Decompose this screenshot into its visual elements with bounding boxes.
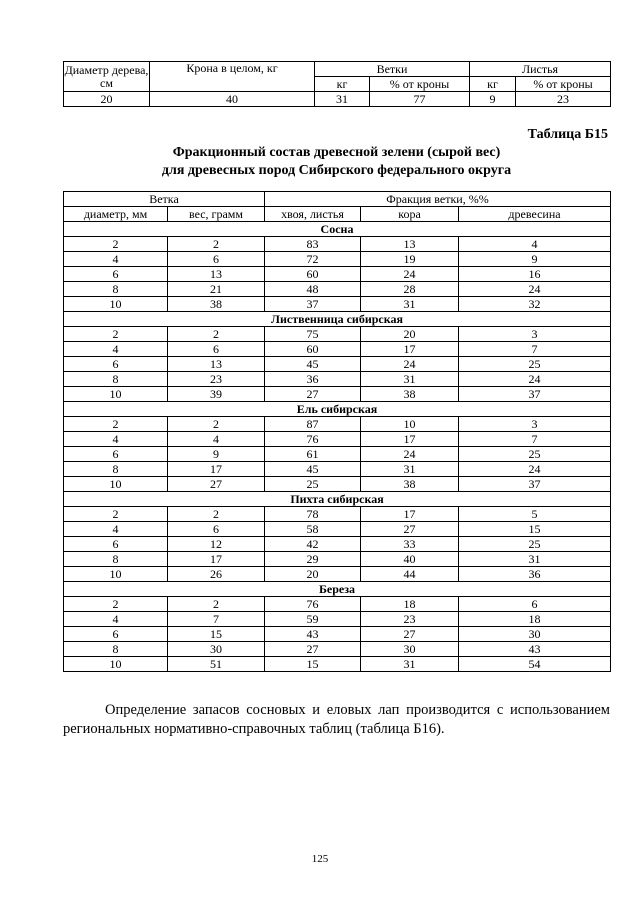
table-cell: 20 <box>265 567 361 582</box>
table-title-line-1: Фракционный состав древесной зелени (сырой вес) <box>172 145 501 160</box>
table-cell: 10 <box>64 297 168 312</box>
table-cell: 9 <box>470 92 516 107</box>
table-cell: 45 <box>265 357 361 372</box>
table-row <box>64 507 611 522</box>
species-name: Лиственница сибирская <box>64 312 611 327</box>
table-cell: 4 <box>64 252 168 267</box>
table-cell: 45 <box>265 462 361 477</box>
table-cell: 27 <box>361 522 459 537</box>
table-cell: 61 <box>265 447 361 462</box>
header-needles-leaves: хвоя, листья <box>265 207 361 222</box>
table-cell: 42 <box>265 537 361 552</box>
table-cell: 2 <box>64 417 168 432</box>
table-cell: 6 <box>64 627 168 642</box>
table-cell: 18 <box>459 612 611 627</box>
fraction-composition-table <box>63 191 611 672</box>
table-row <box>64 642 611 657</box>
table-cell: 21 <box>168 282 265 297</box>
header-leaves: Листья <box>470 62 611 77</box>
species-name: Ель сибирская <box>64 402 611 417</box>
table-cell: 6 <box>64 447 168 462</box>
table-cell: 24 <box>361 267 459 282</box>
table-row <box>64 342 611 357</box>
header-branches-kg: кг <box>315 77 370 92</box>
table-row <box>64 387 611 402</box>
table-cell: 2 <box>168 327 265 342</box>
table-cell: 36 <box>265 372 361 387</box>
table-cell: 17 <box>361 342 459 357</box>
table-cell: 25 <box>459 537 611 552</box>
table-cell: 13 <box>168 267 265 282</box>
header-leaves-kg: кг <box>470 77 516 92</box>
table-title-line-2: для древесных пород Сибирского федерального округа <box>161 163 512 178</box>
table-cell: 8 <box>64 372 168 387</box>
table-cell: 36 <box>459 567 611 582</box>
table-row <box>64 357 611 372</box>
table-cell: 37 <box>459 387 611 402</box>
table-cell: 6 <box>168 252 265 267</box>
table-number: Таблица Б15 <box>527 127 608 142</box>
table-cell: 16 <box>459 267 611 282</box>
table-cell: 24 <box>361 357 459 372</box>
table-row <box>64 537 611 552</box>
table-row <box>64 252 611 267</box>
table-row <box>64 432 611 447</box>
table-cell: 44 <box>361 567 459 582</box>
table-cell: 48 <box>265 282 361 297</box>
table-header-row <box>64 192 611 207</box>
table-row <box>64 297 611 312</box>
table-row <box>64 552 611 567</box>
species-section-row <box>64 582 611 597</box>
table-cell: 10 <box>64 657 168 672</box>
table-cell: 12 <box>168 537 265 552</box>
table-cell: 60 <box>265 267 361 282</box>
table-row <box>64 567 611 582</box>
table-cell: 10 <box>64 477 168 492</box>
species-section-row <box>64 492 611 507</box>
table-cell: 17 <box>361 507 459 522</box>
table-cell: 7 <box>459 342 611 357</box>
table-cell: 60 <box>265 342 361 357</box>
table-cell: 20 <box>361 327 459 342</box>
table-cell: 59 <box>265 612 361 627</box>
table-cell: 6 <box>168 342 265 357</box>
table-cell: 2 <box>64 507 168 522</box>
header-bark: кора <box>361 207 459 222</box>
table-cell: 38 <box>361 387 459 402</box>
table-cell: 8 <box>64 642 168 657</box>
table-cell: 27 <box>265 642 361 657</box>
header-wood: древесина <box>459 207 611 222</box>
table-cell: 4 <box>64 522 168 537</box>
table-header-row <box>64 62 611 77</box>
table-cell: 54 <box>459 657 611 672</box>
species-name: Пихта сибирская <box>64 492 611 507</box>
table-row <box>64 327 611 342</box>
table-cell: 2 <box>168 237 265 252</box>
table-cell: 78 <box>265 507 361 522</box>
table-cell: 15 <box>168 627 265 642</box>
table-cell: 29 <box>265 552 361 567</box>
table-cell: 31 <box>361 372 459 387</box>
table-cell: 26 <box>168 567 265 582</box>
table-cell: 31 <box>361 657 459 672</box>
table-cell: 13 <box>168 357 265 372</box>
header-branches-pct: % от кроны <box>370 77 470 92</box>
table-cell: 2 <box>168 597 265 612</box>
table-cell: 5 <box>459 507 611 522</box>
table-row <box>64 477 611 492</box>
species-name: Береза <box>64 582 611 597</box>
table-cell: 20 <box>64 92 150 107</box>
header-branches: Ветки <box>315 62 470 77</box>
table-cell: 7 <box>168 612 265 627</box>
table-cell: 43 <box>459 642 611 657</box>
table-cell: 6 <box>64 267 168 282</box>
table-row <box>64 657 611 672</box>
table-cell: 28 <box>361 282 459 297</box>
table-row <box>64 92 611 107</box>
table-cell: 2 <box>64 327 168 342</box>
table-cell: 6 <box>64 537 168 552</box>
header-crown-total: Крона в целом, кг <box>150 62 315 92</box>
header-weight-gram: вес, грамм <box>168 207 265 222</box>
table-cell: 25 <box>265 477 361 492</box>
table-cell: 77 <box>370 92 470 107</box>
table-cell: 58 <box>265 522 361 537</box>
table-cell: 17 <box>361 432 459 447</box>
table-cell: 3 <box>459 327 611 342</box>
table-cell: 40 <box>361 552 459 567</box>
table-cell: 25 <box>459 447 611 462</box>
table-cell: 9 <box>459 252 611 267</box>
table-cell: 8 <box>64 462 168 477</box>
table-cell: 24 <box>459 372 611 387</box>
table-cell: 2 <box>64 237 168 252</box>
table-cell: 6 <box>459 597 611 612</box>
table-row <box>64 372 611 387</box>
table-cell: 76 <box>265 597 361 612</box>
table-cell: 6 <box>64 357 168 372</box>
table-cell: 2 <box>64 597 168 612</box>
species-section-row <box>64 402 611 417</box>
table-cell: 32 <box>459 297 611 312</box>
table-cell: 87 <box>265 417 361 432</box>
table-cell: 24 <box>459 282 611 297</box>
header-branch: Ветка <box>64 192 265 207</box>
table-cell: 39 <box>168 387 265 402</box>
table-cell: 27 <box>265 387 361 402</box>
table-cell: 10 <box>64 567 168 582</box>
table-cell: 33 <box>361 537 459 552</box>
page-number: 125 <box>311 853 329 865</box>
table-cell: 24 <box>361 447 459 462</box>
table-cell: 9 <box>168 447 265 462</box>
table-cell: 4 <box>64 342 168 357</box>
table-cell: 30 <box>361 642 459 657</box>
table-cell: 4 <box>64 432 168 447</box>
table-cell: 51 <box>168 657 265 672</box>
table-row <box>64 627 611 642</box>
table-cell: 83 <box>265 237 361 252</box>
table-cell: 17 <box>168 552 265 567</box>
table-cell: 75 <box>265 327 361 342</box>
crown-summary-table <box>63 61 611 107</box>
table-row <box>64 417 611 432</box>
table-cell: 76 <box>265 432 361 447</box>
table-cell: 17 <box>168 462 265 477</box>
table-cell: 8 <box>64 552 168 567</box>
table-cell: 23 <box>168 372 265 387</box>
table-cell: 3 <box>459 417 611 432</box>
table-row <box>64 282 611 297</box>
table-cell: 18 <box>361 597 459 612</box>
table-cell: 38 <box>168 297 265 312</box>
table-cell: 31 <box>459 552 611 567</box>
table-cell: 31 <box>361 462 459 477</box>
table-cell: 7 <box>459 432 611 447</box>
species-section-row <box>64 312 611 327</box>
table-cell: 19 <box>361 252 459 267</box>
table-cell: 4 <box>459 237 611 252</box>
table-cell: 31 <box>315 92 370 107</box>
table-cell: 2 <box>168 417 265 432</box>
body-paragraph: Определение запасов сосновых и еловых лап производится с использованием региональных нормативно-справочных таблиц (таблица Б16). <box>63 702 610 737</box>
header-branch-fraction: Фракция ветки, %% <box>265 192 611 207</box>
table-cell: 31 <box>361 297 459 312</box>
table-cell: 43 <box>265 627 361 642</box>
table-row <box>64 267 611 282</box>
table-row <box>64 447 611 462</box>
table-cell: 8 <box>64 282 168 297</box>
table-cell: 37 <box>265 297 361 312</box>
table-row <box>64 612 611 627</box>
table-cell: 38 <box>361 477 459 492</box>
table-title <box>63 144 610 180</box>
table-row <box>64 462 611 477</box>
table-cell: 4 <box>64 612 168 627</box>
table-row <box>64 237 611 252</box>
table-cell: 27 <box>168 477 265 492</box>
table-cell: 15 <box>265 657 361 672</box>
table-row <box>64 522 611 537</box>
header-leaves-pct: % от кроны <box>516 77 611 92</box>
table-cell: 27 <box>361 627 459 642</box>
table-cell: 23 <box>516 92 611 107</box>
table-cell: 23 <box>361 612 459 627</box>
table-cell: 10 <box>64 387 168 402</box>
table-cell: 24 <box>459 462 611 477</box>
species-section-row <box>64 222 611 237</box>
table-cell: 40 <box>150 92 315 107</box>
table-cell: 4 <box>168 432 265 447</box>
table-cell: 30 <box>459 627 611 642</box>
table-cell: 25 <box>459 357 611 372</box>
table-cell: 37 <box>459 477 611 492</box>
table-cell: 2 <box>168 507 265 522</box>
table-subheader-row <box>64 207 611 222</box>
species-name: Сосна <box>64 222 611 237</box>
table-cell: 6 <box>168 522 265 537</box>
table-cell: 10 <box>361 417 459 432</box>
table-cell: 13 <box>361 237 459 252</box>
table-cell: 72 <box>265 252 361 267</box>
table-cell: 30 <box>168 642 265 657</box>
header-diameter-mm: диаметр, мм <box>64 207 168 222</box>
table-row <box>64 597 611 612</box>
table-cell: 15 <box>459 522 611 537</box>
header-tree-diameter: Диаметр дерева, см <box>64 62 149 90</box>
